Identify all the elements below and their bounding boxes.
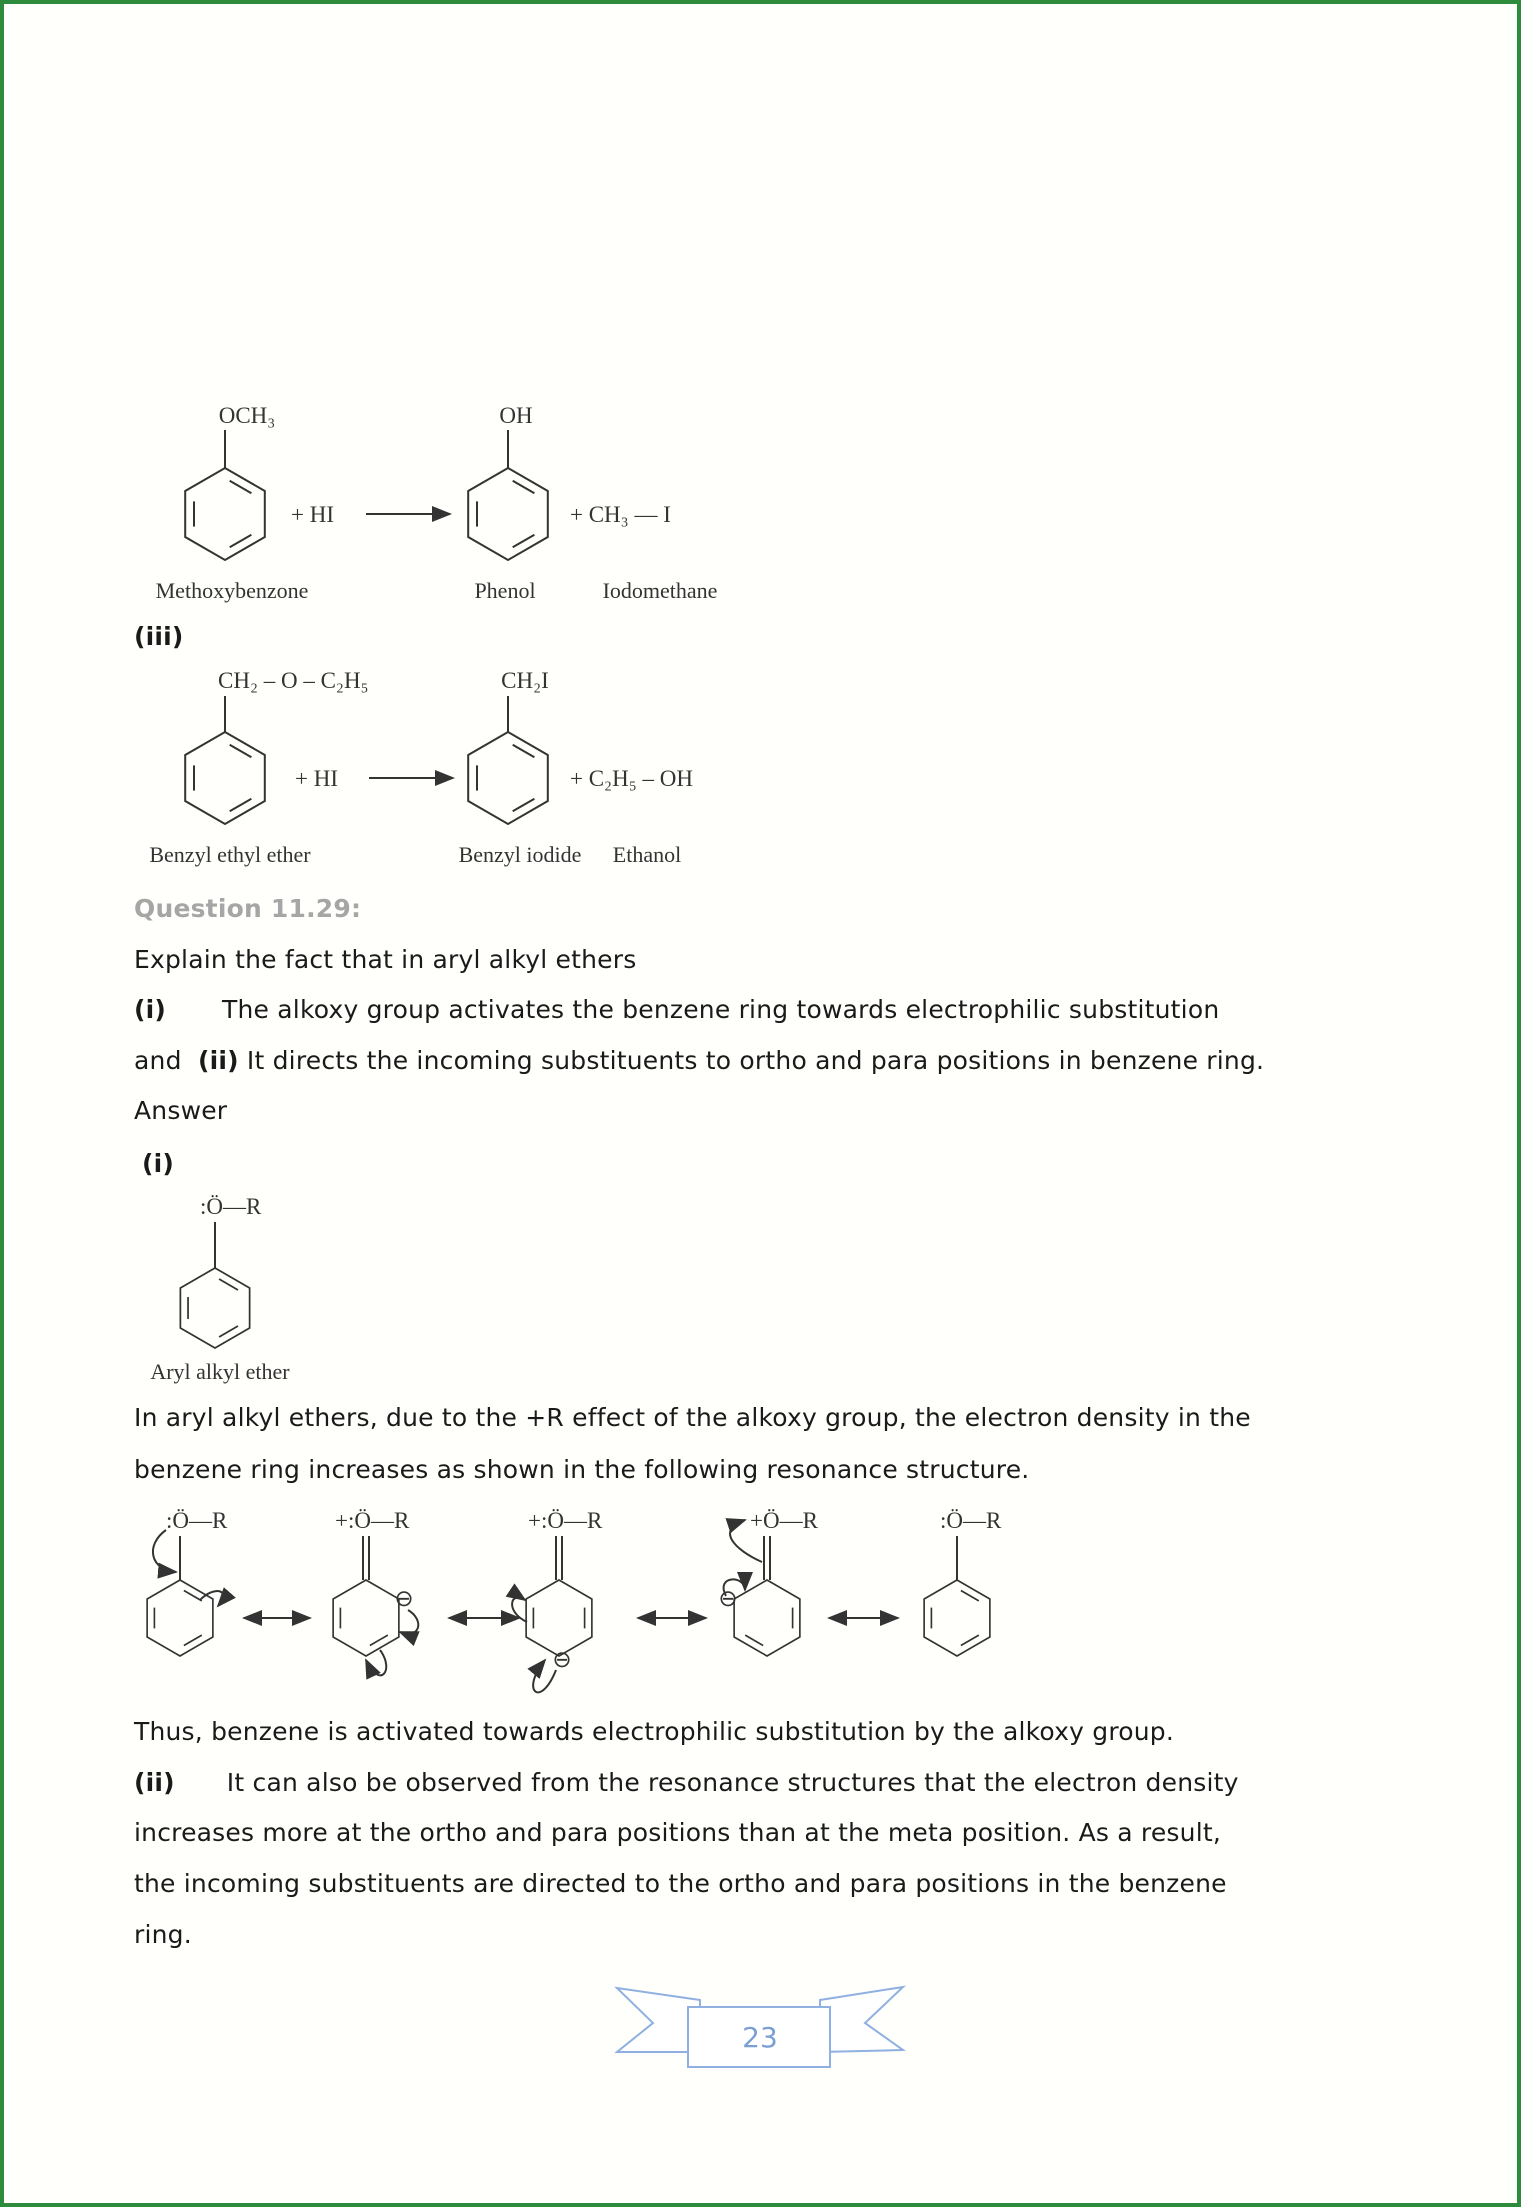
benzene-ring-icon (185, 468, 265, 560)
answer-paragraph-line: ring. (134, 1920, 192, 1949)
benzene-ring-icon (185, 732, 265, 824)
part-text: It directs the incoming substituents to ortho and para positions in benzene ring. (246, 1046, 1265, 1075)
resonance-group: +Ö—R (750, 1508, 818, 1533)
answer-paragraph-line: benzene ring increases as shown in the following resonance structure. (134, 1455, 1030, 1484)
resonance-group: :Ö—R (166, 1508, 228, 1533)
reactant-group: CH₂ – O – C₂H₅ (218, 668, 369, 693)
and-text: and (134, 1046, 182, 1075)
minus-charge: ⊖ (552, 1647, 572, 1672)
curly-arrow-icon (153, 1530, 176, 1572)
answer-part-i-label: (i) (142, 1149, 175, 1178)
byproduct: + C₂H₅ – OH (570, 766, 693, 791)
benzene-ring-icon (180, 1268, 249, 1348)
label-iodomethane: Iodomethane (602, 578, 718, 603)
answer-label: Answer (134, 1096, 228, 1125)
answer-paragraph-line: the incoming substituents are directed to the ortho and para positions in the benzene (134, 1869, 1227, 1898)
product-group: CH₂I (501, 668, 549, 693)
product-group: OH (499, 403, 533, 428)
question-intro: Explain the fact that in aryl alkyl ethers (134, 945, 637, 974)
answer-paragraph-line: increases more at the ortho and para positions than at the meta position. As a result, (134, 1818, 1221, 1847)
page-number-banner (617, 1987, 903, 2067)
label-phenol: Phenol (474, 578, 536, 603)
part-label: (i) (134, 995, 167, 1024)
label-methoxybenzone: Methoxybenzone (155, 578, 309, 603)
aryl-alkyl-ether-diagram (150, 1194, 290, 1384)
answer-part-ii (134, 1767, 1239, 1799)
part-label: (ii) (197, 1046, 239, 1075)
question-part-ii (134, 1045, 1264, 1077)
minus-charge: ⊖ (718, 1586, 738, 1611)
answer-paragraph-line: In aryl alkyl ethers, due to the +R effect of the alkoxy group, the electron density in the (134, 1403, 1251, 1432)
label-benzyl-ethyl-ether: Benzyl ethyl ether (149, 842, 311, 867)
part-text: The alkoxy group activates the benzene ring towards electrophilic substitution (222, 995, 1220, 1024)
reaction-methoxybenzene (156, 403, 718, 603)
benzene-ring-icon (468, 468, 548, 560)
aryl-group: :Ö—R (200, 1194, 262, 1219)
curly-arrow-icon (400, 1610, 418, 1634)
resonance-group: +:Ö—R (335, 1508, 410, 1533)
resonance-group: +:Ö—R (528, 1508, 603, 1533)
label-benzyl-iodide: Benzyl iodide (458, 842, 582, 867)
resonance-group: :Ö—R (940, 1508, 1002, 1533)
page-number: 23 (742, 2021, 778, 2054)
question-part-i (134, 994, 1219, 1026)
reagent: + HI (295, 766, 338, 791)
resonance-structures (147, 1508, 1002, 1692)
aryl-label: Aryl alkyl ether (150, 1359, 290, 1384)
minus-charge: ⊖ (394, 1586, 414, 1611)
question-title: Question 11.29: (134, 894, 362, 923)
label-ethanol: Ethanol (612, 842, 682, 867)
reagent: + HI (291, 502, 334, 527)
part-iii-label: (iii) (134, 622, 184, 651)
answer-paragraph-2: Thus, benzene is activated towards electrophilic substitution by the alkoxy group. (134, 1717, 1175, 1746)
reactant-group: OCH₃ (218, 403, 276, 428)
benzene-ring-icon (468, 732, 548, 824)
part-label: (ii) (134, 1768, 175, 1797)
answer-paragraph-line: It can also be observed from the resonance structures that the electron density (226, 1768, 1239, 1797)
byproduct: + CH₃ — I (570, 502, 671, 527)
reaction-benzyl-ethyl-ether (149, 668, 693, 867)
